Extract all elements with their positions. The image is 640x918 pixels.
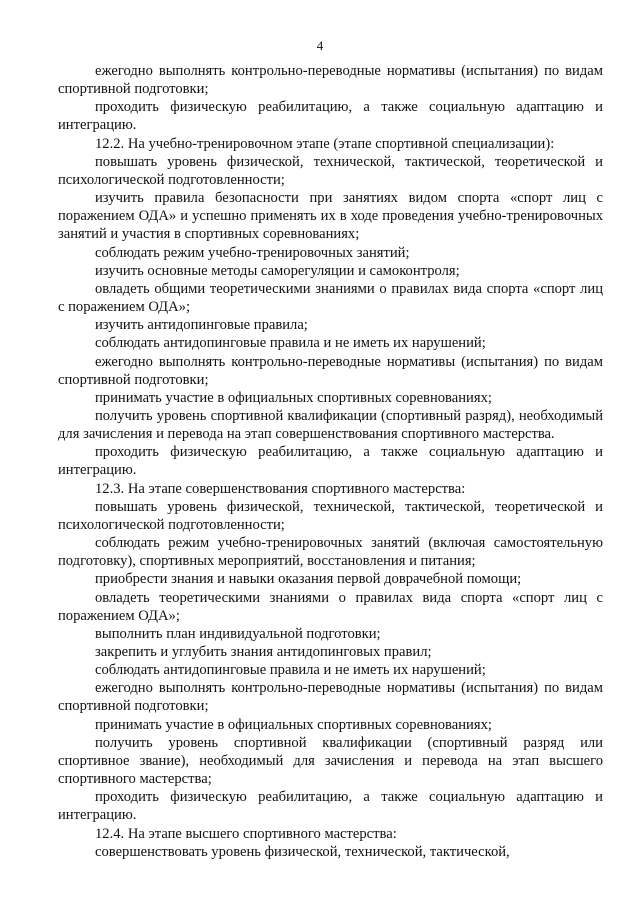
paragraph: получить уровень спортивной квалификации (спортивный разряд или спортивное звание), необходимый для зачисления и перевода на этап высшего спортивного мастерства; bbox=[58, 734, 603, 788]
paragraph: изучить правила безопасности при занятиях видом спорта «спорт лиц с поражением ОДА» и успешно применять их в ходе проведения учебно-тренировочных занятий и участия в спортивных соревнованиях; bbox=[58, 190, 603, 243]
paragraph: соблюдать антидопинговые правила и не иметь их нарушений; bbox=[95, 662, 486, 679]
document-body bbox=[58, 62, 603, 861]
paragraph: проходить физическую реабилитацию, а также социальную адаптацию и интеграцию. bbox=[58, 444, 603, 479]
paragraph: повышать уровень физической, технической, тактической, теоретической и психологической подготовленности; bbox=[58, 498, 603, 533]
paragraph: соблюдать антидопинговые правила и не иметь их нарушений; bbox=[95, 335, 486, 352]
paragraph: закрепить и углубить знания антидопинговых правил; bbox=[95, 644, 432, 660]
paragraph: соблюдать режим учебно-тренировочных занятий; bbox=[95, 244, 410, 261]
section-heading: 12.2. На учебно-тренировочном этапе (этапе спортивной специализации): bbox=[95, 135, 555, 152]
paragraph: соблюдать режим учебно-тренировочных занятий (включая самостоятельную подготовку), спортивных мероприятий, восстановления и питания; bbox=[58, 535, 603, 570]
page-number: 4 bbox=[316, 38, 324, 53]
paragraph: получить уровень спортивной квалификации (спортивный разряд), необходимый для зачисления и перевода на этап совершенствования спортивного мастерства. bbox=[58, 407, 603, 443]
paragraph: совершенствовать уровень физической, технической, тактической, bbox=[95, 843, 510, 860]
paragraph: овладеть общими теоретическими знаниями о правилах вида спорта «спорт лиц с поражением ОДА»; bbox=[58, 280, 603, 316]
paragraph: принимать участие в официальных спортивных соревнованиях; bbox=[95, 389, 492, 406]
section-heading: 12.3. На этапе совершенствования спортивного мастерства: bbox=[95, 480, 466, 497]
paragraph: принимать участие в официальных спортивных соревнованиях; bbox=[95, 716, 492, 733]
section-heading: 12.4. На этапе высшего спортивного мастерства: bbox=[95, 825, 397, 842]
paragraph: изучить антидопинговые правила; bbox=[95, 317, 308, 334]
paragraph: выполнить план индивидуальной подготовки; bbox=[95, 625, 381, 642]
paragraph: ежегодно выполнять контрольно-переводные нормативы (испытания) по видам спортивной подготовки; bbox=[58, 680, 603, 715]
paragraph: овладеть теоретическими знаниями о правилах вида спорта «спорт лиц с поражением ОДА»; bbox=[58, 589, 603, 624]
paragraph: проходить физическую реабилитацию, а также социальную адаптацию и интеграцию. bbox=[58, 99, 603, 134]
paragraph: проходить физическую реабилитацию, а также социальную адаптацию и интеграцию. bbox=[58, 789, 603, 824]
paragraph: ежегодно выполнять контрольно-переводные нормативы (испытания) по видам спортивной подготовки; bbox=[58, 353, 603, 388]
paragraph: ежегодно выполнять контрольно-переводные нормативы (испытания) по видам спортивной подготовки; bbox=[58, 63, 603, 98]
paragraph: изучить основные методы саморегуляции и самоконтроля; bbox=[95, 262, 460, 279]
paragraph: приобрести знания и навыки оказания первой доврачебной помощи; bbox=[95, 571, 522, 588]
paragraph: повышать уровень физической, технической, тактической, теоретической и психологической подготовленности; bbox=[58, 153, 603, 188]
